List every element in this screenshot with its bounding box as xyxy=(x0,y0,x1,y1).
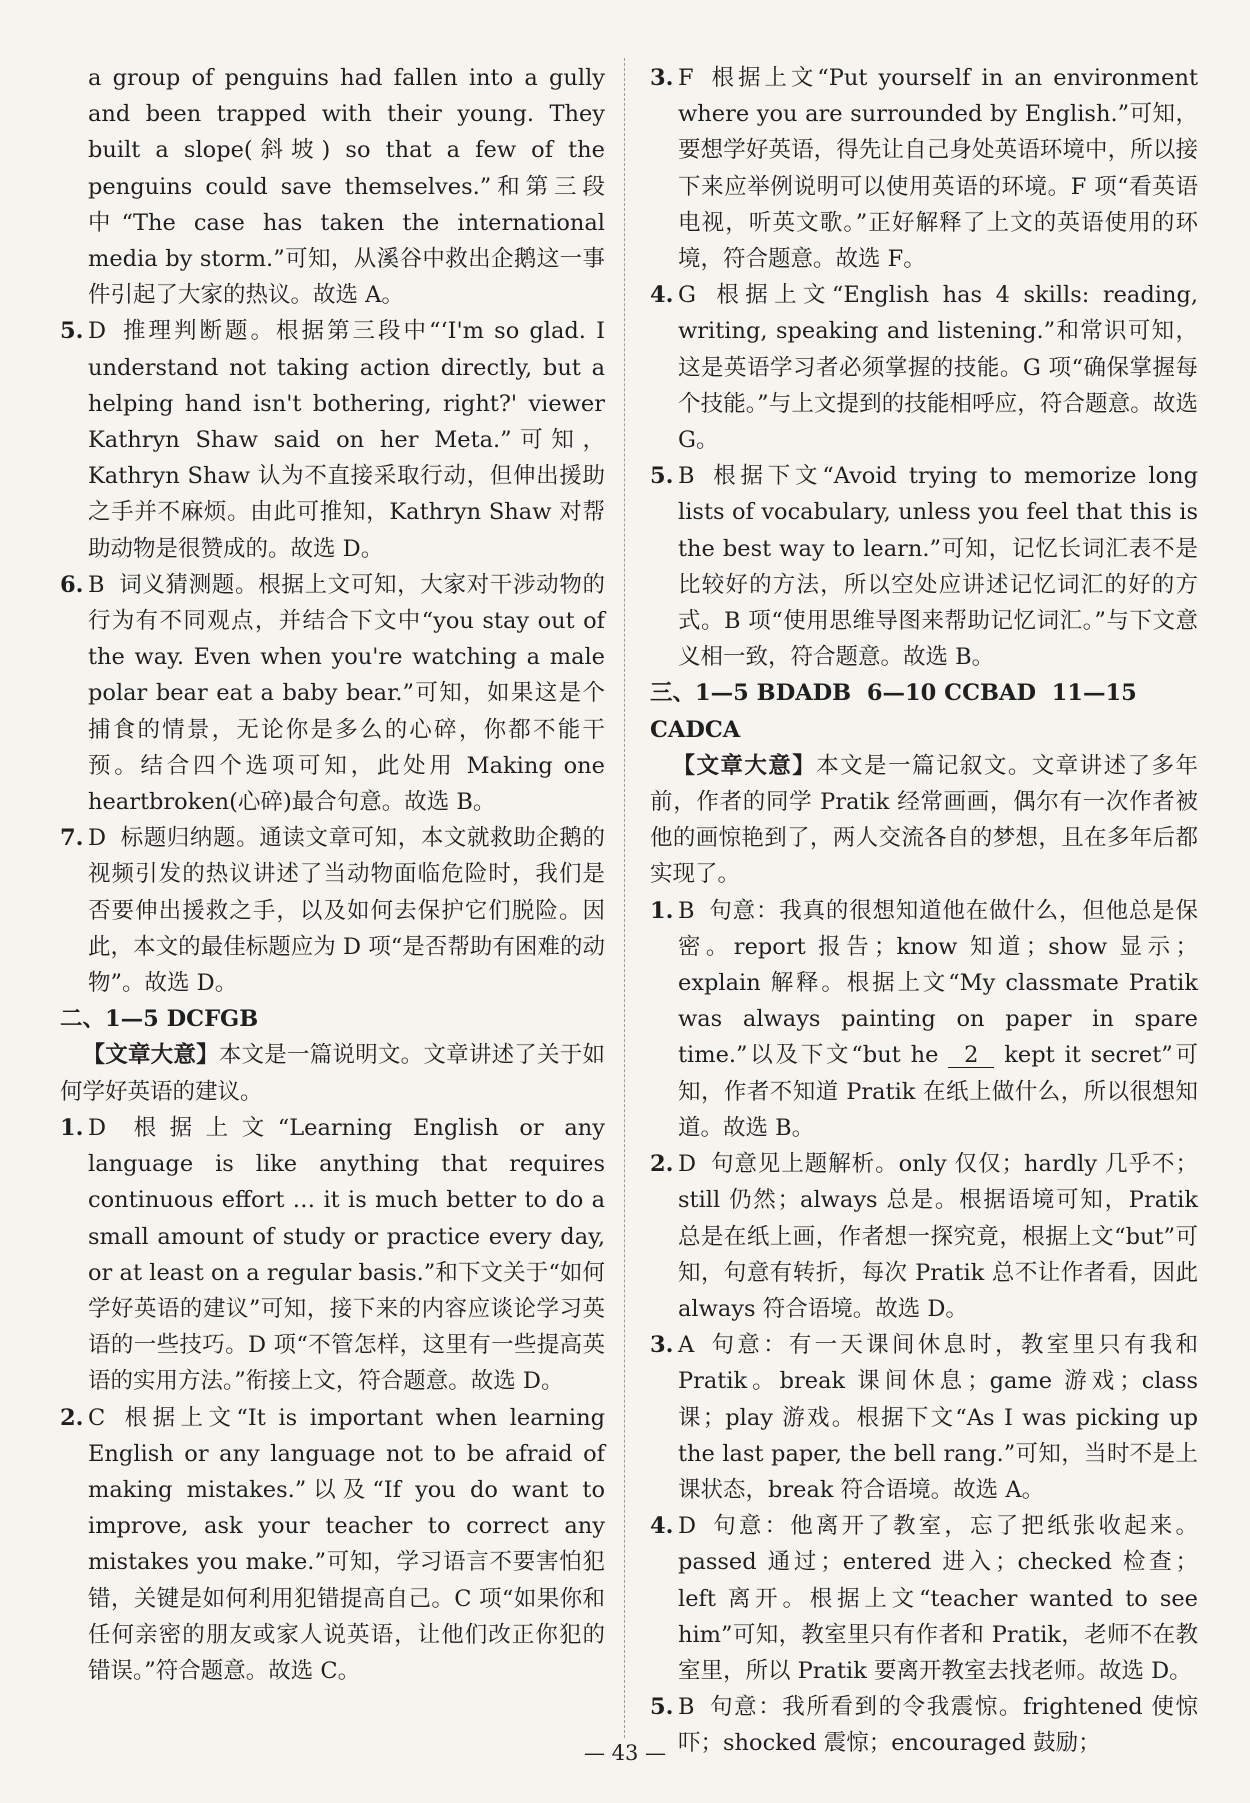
answer-letter: B xyxy=(678,1694,695,1721)
answer-item xyxy=(650,277,1198,458)
section-two-summary xyxy=(60,1037,605,1109)
answer-item xyxy=(60,313,605,566)
explanation-text: 根据上文“It is important when learning English or any language not to be afraid of making mistakes.”以及“If you do want to improve, ask your teacher to correct any mistakes you make.”可知，学习语言不要害怕犯错，关键是如何利用犯错提高自己。C 项“如果你和任何亲密的朋友或家人说英语，让他们改正你犯的错误。”符合题意。故选 C。 xyxy=(88,1404,605,1684)
explanation-text: 根据下文“Avoid trying to memorize long lists of vocabulary, unless you feel that this is the best way to learn.”可知，记忆长词汇表不是比较好的方法，所以空处应讲述记忆词汇的好的方式。B 项“使用思维导图来帮助记忆词汇。”与下文意义相一致，符合题意。故选 B。 xyxy=(678,463,1198,671)
answer-item xyxy=(650,458,1198,675)
item-number: 2. xyxy=(650,1151,674,1178)
answer-letter: D xyxy=(88,318,107,345)
answer-letter: D xyxy=(678,1513,697,1540)
answer-range: 1—5 xyxy=(695,680,749,707)
explanation-text: kept it secret”可知，作者不知道 Pratik 在纸上做什么，所以很想知道。故选 B。 xyxy=(678,1042,1199,1141)
item-number: 3. xyxy=(650,1332,674,1359)
answer-letter: F xyxy=(678,65,694,91)
answer-item xyxy=(650,1146,1198,1327)
fill-blank: 2 xyxy=(948,1043,994,1068)
answer-letter: D xyxy=(88,1114,107,1141)
answer-letter: B xyxy=(88,571,105,598)
answer-item xyxy=(60,567,605,820)
column-divider xyxy=(624,58,625,1738)
explanation-text: 句意：他离开了教室，忘了把纸张收起来。passed 通过；entered 进入；checked 检查；left 离开。根据上文“teacher wanted to see him”可知，教室里只有作者和 Pratik，老师不在教室里，所以 Pratik 要离开教室去找老师。故选 D。 xyxy=(678,1513,1198,1684)
section-three-summary xyxy=(650,748,1198,893)
answer-item xyxy=(650,1327,1198,1508)
answer-letter: G xyxy=(678,282,696,309)
answer-item xyxy=(60,820,605,1001)
item-number: 5. xyxy=(650,463,674,490)
answer-item xyxy=(650,60,1198,277)
explanation-text: 根据上文“Put yourself in an environment where you are surrounded by English.”可知，要想学好英语，得先让自己身处英语环境中，所以接下来应举例说明可以使用英语的环境。F 项“看英语电视，听英文歌。”正好解释了上文的英语使用的环境，符合题意。故选 F。 xyxy=(678,65,1198,273)
explanation-text: 词义猜测题。根据上文可知，大家对干涉动物的行为有不同观点，并结合下文中“you stay out of the way. Even when you're watching a male polar bear eat a baby bear.”可知，如果这是个捕食的情景，无论你是多么的心碎，你都不能干预。结合四个选项可知，此处用 Making one heartbroken(心碎)最合句意。故选 B。 xyxy=(88,571,605,816)
answer-letter: A xyxy=(678,1332,695,1359)
explanation-text: 根据上文“English has 4 skills: reading, writing, speaking and listening.”和常识可知，这是英语学习者必须掌握的技能。G 项“确保掌握每个技能。”与上文提到的技能相呼应，符合题意。故选 G。 xyxy=(678,282,1198,454)
answer-letter: B xyxy=(678,463,695,490)
answer-key: CADCA xyxy=(650,716,741,743)
item-number: 6. xyxy=(60,571,84,598)
section-two-header: 二、1—5 DCFGB xyxy=(60,1006,259,1033)
answer-key: BDADB xyxy=(756,680,852,707)
explanation-text: 句意：有一天课间休息时，教室里只有我和 Pratik。break 课间休息；game 游戏；class 课；play 游戏。根据下文“As I was picking up the last paper, the bell rang.”可知，当时不是上课状态，break 符合语境。故选 A。 xyxy=(678,1332,1198,1503)
item-number: 3. xyxy=(650,65,674,91)
summary-tag: 【文章大意】 xyxy=(82,1042,219,1069)
left-column xyxy=(60,60,605,1689)
answer-item xyxy=(650,1508,1198,1689)
item-number: 5. xyxy=(60,318,84,345)
item-number: 1. xyxy=(60,1114,84,1141)
answer-range: 6—10 xyxy=(866,680,937,707)
summary-text: 本文是一篇记叙文。文章讲述了多年前，作者的同学 Pratik 经常画画，偶尔有一次作者被他的画惊艳到了，两人交流各自的梦想，且在多年后都实现了。 xyxy=(650,752,1198,888)
answer-letter: D xyxy=(678,1151,697,1178)
answer-range: 11—15 xyxy=(1051,680,1137,707)
item-number: 5. xyxy=(650,1694,674,1721)
explanation-text: 根据上文“Learning English or any language is like anything that requires continuous effort … it is much better to do a small amount of study or practice every day, or at least on a regular basis.”和下文关于“如何学好英语的建议”可知，接下来的内容应谈论学习英语的一些技巧。D 项“不管怎样，这里有一些提高英语的实用方法。”衔接上文，符合题意。故选 D。 xyxy=(88,1114,605,1395)
explanation-text: 句意：我所看到的令我震惊。frightened 使惊吓；shocked 震惊；encouraged 鼓励； xyxy=(678,1694,1198,1757)
explanation-text: 句意：我真的很想知道他在做什么，但他总是保密。report 报告；know 知道；show 显示；explain 解释。根据上文“My classmate Pratik was always painting on paper in spare time.”以及下文“but he xyxy=(678,897,1198,1069)
page-number: — 43 — xyxy=(583,1741,667,1765)
right-column xyxy=(650,60,1198,1762)
continued-answer-text: a group of penguins had fallen into a gully and been trapped with their young. They built a slope(斜坡) so that a few of the penguins could save themselves.”和第三段中“The case has taken the international media by storm.”可知，从溪谷中救出企鹅这一事件引起了大家的热议。故选 A。 xyxy=(88,65,605,309)
answer-key: CCBAD xyxy=(944,680,1036,707)
answer-item xyxy=(650,893,1198,1146)
item-number: 4. xyxy=(650,282,674,309)
item-number: 1. xyxy=(650,897,674,924)
explanation-text: 推理判断题。根据第三段中“‘I'm so glad. I understand not taking action directly, but a helping hand isn't bothering, right?' viewer Kathryn Shaw said on her Meta.”可知，Kathryn Shaw 认为不直接采取行动，但伸出援助之手并不麻烦。由此可推知，Kathryn Shaw 对帮助动物是很赞成的。故选 D。 xyxy=(88,318,605,562)
item-number: 4. xyxy=(650,1513,674,1540)
summary-text: 本文是一篇说明文。文章讲述了关于如何学好英语的建议。 xyxy=(60,1042,605,1105)
summary-tag: 【文章大意】 xyxy=(672,752,817,779)
explanation-text: 句意见上题解析。only 仅仅；hardly 几乎不；still 仍然；always 总是。根据语境可知，Pratik 总是在纸上画，作者想一探究竟，根据上文“but”可知，句意有转折，每次 Pratik 总不让作者看，因此 always 符合语境。故选 D。 xyxy=(678,1151,1198,1322)
explanation-text: 标题归纳题。通读文章可知，本文就救助企鹅的视频引发的热议讲述了当动物面临危险时，我们是否要伸出援救之手，以及如何去保护它们脱险。因此，本文的最佳标题应为 D 项“是否帮助有困难的动物”。故选 D。 xyxy=(88,825,605,997)
section-prefix: 三、 xyxy=(650,680,696,707)
answer-letter: D xyxy=(88,825,107,852)
item-number: 7. xyxy=(60,825,84,852)
answer-item xyxy=(60,1400,605,1690)
answer-letter: C xyxy=(88,1404,106,1431)
section-three-header xyxy=(650,675,1198,747)
answer-item xyxy=(60,1110,605,1400)
answer-letter: B xyxy=(678,897,695,924)
item-number: 2. xyxy=(60,1404,84,1431)
